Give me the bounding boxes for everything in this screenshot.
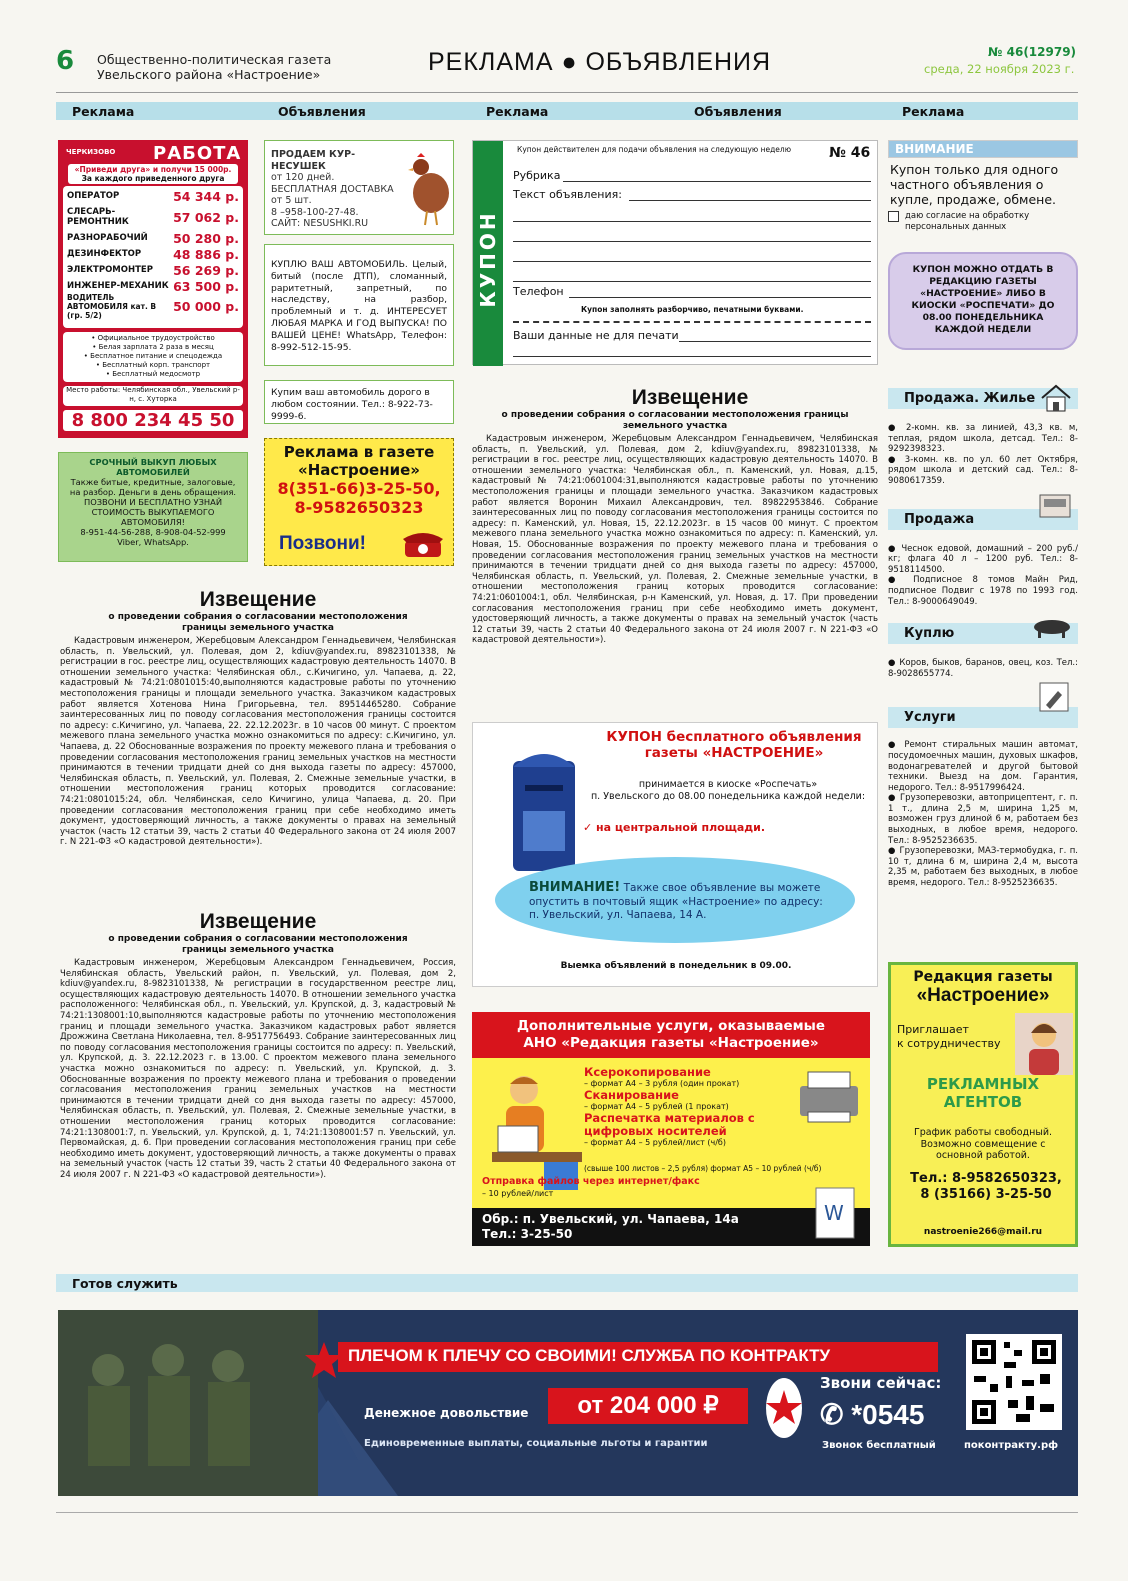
call-now: Звони сейчас: xyxy=(820,1374,942,1392)
job-name: РАЗНОРАБОЧИЙ xyxy=(67,233,148,243)
contract-service-banner xyxy=(58,1310,1078,1496)
services-title-line: Дополнительные услуги, оказываемые xyxy=(516,1018,825,1034)
service-name: Сканирование xyxy=(584,1088,679,1102)
job-row xyxy=(63,246,243,262)
hens-line: от 5 шт. xyxy=(271,195,312,206)
band-label: Реклама xyxy=(486,104,549,119)
ad-text: Коров, быков, баранов, овец, коз. Тел.: 8-9028655774. xyxy=(888,658,1078,679)
coupon-accepted-line: принимается в киоске «Роспечать» xyxy=(638,779,818,790)
short-number: ✆ *0545 xyxy=(820,1399,925,1430)
hens-text xyxy=(271,149,406,230)
service-price: – формат А4 – 5 рублей/лист (ч/б) xyxy=(584,1138,726,1147)
coupon-fill-hint: Купон заполнять разборчиво, печатными буквами. xyxy=(581,305,804,314)
ad-item: ● 3-комн. кв. по ул. 60 лет Октября, рядом школа и детский сад. Тел.: 8-9080617359. xyxy=(888,454,1078,486)
band-label: Объявления xyxy=(278,104,366,119)
notice-body: Кадастровым инженером, Жеребцовым Александром Геннадьевичем, Челябинская область, п. Увельский, ул. Полевая, дом 2, kdiuv@yandex.ru, 89823101338, № регистрации в гос. реестре лиц, осуществляющих кадастровую деятельность 14070. В отношении земельного участка: Челябинская обл., с.Кичигино, ул. Чапаева, д. 22, кадастровый № 74:21:0801015:40,выполняются кадастровые работы по уточнению местоположения границы и площади земельного участка. Заказчиком кадастровых работ является Хотенова Нина Григорьевна, тел. 89514465280. Собрание заинтересованных лиц по поводу согласования местоположения границы состоится по адресу: с.Кичигино, ул. Чапаева, 22. 22.12.2023г. в 10 часов 00 минут. С проектом межевого плана земельного участка можно ознакомиться по адресу: с.Кичигино, ул. Чапаева, д. 22 Обоснованные возражения по проекту межевого плана и требования о проведении согласования местоположения границ земельных участков на местности принимаются в течении тридцати дней со дня выхода газеты по адресу: 457000, Челябинская область, п. Увельский, ул. Полевая, 2. Смежные земельные участки, в отношении местоположения границ которых проводится согласование: 74:21:0801015:24, обл. Челябинская, село Кичигино, улица Чапаева, д. 20. При проведении согласования местоположения границ при себе необходимо иметь документ, удостоверяющий личность, а также документы о правах на земельный участок (часть 12 статьи 39, часть 2 статьи 40 Федерального закона от 24 июля 2007 г. N 221-ФЗ «О кадастровой деятельности»). xyxy=(60,636,456,848)
text-field-line[interactable] xyxy=(513,221,871,222)
section-band xyxy=(56,102,1078,120)
benefit: • Белая зарплата 2 раза в месяц xyxy=(92,343,214,351)
job-name: ИНЖЕНЕР-МЕХАНИК xyxy=(67,281,169,291)
coupon-place-text: на центральной площади. xyxy=(596,821,766,834)
job-name: ВОДИТЕЛЬ АВТОМОБИЛЯ кат. В (гр. 5/2) xyxy=(67,292,157,320)
benefit: • Бесплатный корп. транспорт xyxy=(95,361,211,369)
coupon-private-label: Ваши данные не для печати xyxy=(513,329,679,342)
service-price: – формат А4 – 5 рублей (1 прокат) xyxy=(584,1102,729,1111)
private-field[interactable] xyxy=(679,341,871,342)
consent-checkbox[interactable] xyxy=(888,211,899,222)
job-row xyxy=(63,294,243,318)
agents-invite-line: к сотрудничеству xyxy=(897,1037,1001,1050)
job-ad xyxy=(58,140,248,438)
notice-1 xyxy=(60,588,456,848)
agents-title: Редакция газеты xyxy=(913,969,1053,985)
rubric-field[interactable] xyxy=(563,181,871,182)
coupon-accepted xyxy=(583,779,873,803)
band-label: Реклама xyxy=(72,104,135,119)
job-list xyxy=(63,186,243,328)
cabinet-icon xyxy=(1038,491,1072,519)
hens-line: ПРОДАЕМ КУР-НЕСУШЕК xyxy=(271,149,356,172)
buy-car-ad: КУПЛЮ ВАШ АВТОМОБИЛЬ. Целый, битый (после ДТП), сломанный, раритетный, запретный, по наследству, на разбор, проблемный и т. д. ИНТЕРЕСУЕТ ЛЮБАЯ МАРКА И ГОД ВЫПУСКА! ПО ВАШЕЙ ЦЕНЕ! WhatsApp, Телефон: 8-992-512-15-95. xyxy=(264,244,454,366)
buyout-apps: Viber, WhatsApp. xyxy=(117,537,189,547)
ad-text: Чеснок едовой, домашний – 200 руб./кг; флага 40 л – 1200 руб. Тел.: 8-9518114500. xyxy=(888,543,1078,575)
service-name: Распечатка материалов с цифровых носителей xyxy=(584,1111,755,1138)
hens-site: САЙТ: NESUSHKI.RU xyxy=(271,218,369,229)
agents-title-2: «Настроение» xyxy=(916,985,1050,1006)
job-row xyxy=(63,188,243,204)
services-address: Обр.: п. Увельский, ул. Чапаева, 14а xyxy=(482,1212,739,1226)
text-field-line[interactable] xyxy=(629,200,871,201)
job-salary: 54 344 р. xyxy=(173,188,239,204)
agents-heading: РЕКЛАМНЫХ АГЕНТОВ xyxy=(926,1075,1040,1111)
notice-title: Извещение xyxy=(631,386,749,409)
promo xyxy=(68,164,238,184)
agents-phone: Тел.: 8-9582650323, xyxy=(910,1171,1062,1186)
benefit: • Бесплатный медосмотр xyxy=(105,370,201,378)
service-price: – 10 рублей/лист xyxy=(482,1189,554,1198)
job-salary: 56 269 р. xyxy=(173,262,239,278)
coupon-side xyxy=(473,141,503,366)
banner-site[interactable]: пoконтракту.рф xyxy=(964,1440,1059,1451)
band-label: Объявления xyxy=(694,104,782,119)
services-list xyxy=(584,1066,784,1148)
coupon-number: № 46 xyxy=(829,145,871,161)
agents-phones xyxy=(897,1171,1075,1203)
header-rule xyxy=(56,92,1078,93)
phone-field[interactable] xyxy=(569,297,871,298)
job-phone: 8 800 234 45 50 xyxy=(63,410,243,431)
job-ad-title: РАБОТА xyxy=(153,143,242,164)
job-salary: 63 500 р. xyxy=(173,278,239,294)
coupon-accepted-line: п. Увельского до 08.00 понедельника каждой недели: xyxy=(590,791,866,802)
consent-row xyxy=(888,211,1078,232)
notice-title: Извещение xyxy=(199,588,317,611)
coupon-rubric-label: Рубрика xyxy=(513,169,561,182)
job-name: ДЕЗИНФЕКТОР xyxy=(67,249,142,259)
attention-title: ВНИМАНИЕ xyxy=(888,140,1078,158)
service-price-extra: (свыше 100 листов – 2,5 рубля) формат А5 – 10 рублей (ч/б) xyxy=(584,1164,822,1173)
section-header: Продажа. Жилье xyxy=(888,388,1078,409)
private-field[interactable] xyxy=(513,356,871,357)
ad-item: ● Подписное 8 томов Майн Рид, подписное Подвиг с 1978 по 1993 год. Тел.: 8-9000649049. xyxy=(888,575,1078,607)
buyout-phones: 8-951-44-56-288, 8-908-04-52-999 xyxy=(80,527,226,537)
benefit: • Официальное трудоустройство xyxy=(91,334,215,342)
ad-item: ● Чеснок едовой, домашний – 200 руб./кг; флага 40 л – 1200 руб. Тел.: 8-9518114500. xyxy=(888,543,1078,575)
hen-icon xyxy=(405,149,453,229)
issue-number: № 46(12979) xyxy=(988,45,1077,59)
coupon-attention-body: Также свое объявление вы можете опустить в почтовый ящик «Настроение» по адресу: п. Увельский, ул. Чапаева, 14 А. xyxy=(529,882,823,921)
section-header xyxy=(888,509,1078,530)
gazette-name xyxy=(97,52,331,82)
free-coupon-title xyxy=(593,729,875,761)
job-salary: 50 280 р. xyxy=(173,230,239,246)
coupon-text-label: Текст объявления: xyxy=(513,188,622,201)
ad-text: 3-комн. кв. по ул. 60 лет Октября, рядом школа и детский сад. Тел.: 8-9080617359. xyxy=(888,454,1078,486)
benefit: • Бесплатное питание и спецодежда xyxy=(83,352,223,360)
agents-invite-line: Приглашает xyxy=(897,1023,969,1036)
ad-phone: 8-9582650323 xyxy=(294,498,424,517)
hens-line: от 120 дней. xyxy=(271,172,335,183)
notice-subtitle: о проведении собрания о согласовании местоположения границы земельного участка xyxy=(501,410,849,431)
page-number: 6 xyxy=(56,46,75,76)
job-salary: 57 062 р. xyxy=(173,209,239,225)
job-row xyxy=(63,262,243,278)
ad-text: Грузоперевозки, автоприцептент, г. п. 1 т., длина 2,5 м, ширина 1,25 м, возможен груз длиной 6 м, работаем без выходных, в любое время, недорого. Тел.: 8-9525236635. xyxy=(888,793,1078,846)
buyout-body: Также битые, кредитные, залоговые, на разбор. Деньги в день обращения. ПОЗВОНИ И БЕСПЛАТНО УЗНАЙ СТОИМОСТЬ ВЫКУПАЕМОГО АВТОМОБИЛЯ! xyxy=(69,477,237,527)
text-field-line[interactable] xyxy=(513,241,871,242)
job-salary: 50 000 р. xyxy=(173,298,239,314)
phone-icon xyxy=(401,527,445,561)
job-name: ОПЕРАТОР xyxy=(67,191,120,201)
banner-extras: Единовременные выплаты, социальные льготы и гарантии xyxy=(364,1438,708,1449)
printer-icon xyxy=(794,1066,864,1126)
ad-text: Грузоперевозки, МАЗ-термобудка, г. п. 10 т, длина 6 м, ширина 2,4 м, высота 2,35 м, работаем без выходных, в любое время, недорого. Тел.: 8-9525236635. xyxy=(888,846,1078,889)
ad-item: ● Грузоперевозки, МАЗ-термобудка, г. п. 10 т, длина 6 м, ширина 2,4 м, высота 2,35 м, работаем без выходных, в любое время, недорого. Тел.: 8-9525236635. xyxy=(888,846,1078,889)
advertising-ad xyxy=(264,438,454,566)
section-header xyxy=(888,623,1078,644)
coupon-phone-label: Телефон xyxy=(513,285,564,298)
section-title: РЕКЛАМА ● ОБЪЯВЛЕНИЯ xyxy=(428,48,772,76)
agents-email[interactable]: nastroenie266@mail.ru xyxy=(923,1227,1043,1237)
services-title xyxy=(472,1012,870,1058)
buyout-title: СРОЧНЫЙ ВЫКУП ЛЮБЫХ АВТОМОБИЛЕЙ xyxy=(89,457,217,477)
notice-3 xyxy=(472,386,878,646)
service-price: – формат А4 – 3 рубля (один прокат) xyxy=(584,1079,740,1088)
hens-line: БЕСПЛАТНАЯ ДОСТАВКА xyxy=(271,183,394,195)
section-title-text: Куплю xyxy=(904,626,955,642)
agents-schedule: График работы свободный. Возможно совмещение с основной работой. xyxy=(913,1127,1053,1161)
free-call: Звонок бесплатный xyxy=(822,1440,936,1451)
promo-line: За каждого приведенного друга xyxy=(81,174,225,183)
free-coupon-ad xyxy=(472,722,878,987)
service-name: Ксерокопирование xyxy=(584,1065,711,1079)
house-icon xyxy=(1040,382,1072,414)
pay-amount: от 204 000 ₽ xyxy=(548,1388,748,1424)
job-row xyxy=(63,204,243,230)
tools-icon xyxy=(1038,681,1070,713)
coupon-attention xyxy=(529,881,829,923)
job-name: ЭЛЕКТРОМОНТЕР xyxy=(67,265,153,275)
job-row xyxy=(63,230,243,246)
notice-subtitle: о проведении собрания о согласовании местоположения границы земельного участка xyxy=(108,612,408,633)
services-ad xyxy=(472,1012,870,1246)
ad-phone: 8(351-66)3-25-50, xyxy=(277,479,441,498)
buy-car-ad-2: Купим ваш автомобиль дорого в любом состоянии. Тел.: 8-922-73-9999-6. xyxy=(264,380,454,424)
coupon-delivery-info xyxy=(888,252,1078,350)
coupon-place: ✓ на центральной площади. xyxy=(583,821,766,834)
job-salary: 48 886 р. xyxy=(173,246,239,262)
ad-item: ● Грузоперевозки, автоприцептент, г. п. 1 т., длина 2,5 м, ширина 1,25 м, возможен груз длиной 6 м, работаем без выходных, в любое время, недорого. Тел.: 8-9525236635. xyxy=(888,793,1078,846)
band-label: Реклама xyxy=(902,104,965,119)
service-name: Отправка файлов через интернет/факс xyxy=(482,1176,700,1187)
cattle-icon xyxy=(1030,615,1074,639)
army-emblem-icon xyxy=(764,1376,804,1440)
short-number-text: *0545 xyxy=(851,1399,925,1430)
notice-2 xyxy=(60,910,456,1180)
pay-label: Денежное довольствие xyxy=(364,1406,529,1420)
agent-photo xyxy=(1015,1013,1073,1075)
band-label: Готов служить xyxy=(72,1276,178,1291)
section-title-text: Продажа xyxy=(904,511,975,527)
work-place: Место работы: Челябинская обл., Увельский р-н, с. Хуторка xyxy=(63,386,243,406)
benefits-list xyxy=(63,332,243,382)
notice-body: Кадастровым инженером, Жеребцовым Александром Геннадьевичем, Россия, Челябинская область, Увельский район, п. Увельский, ул. Полевая, дом 2, kdiuv@yandex.ru, 8-9823101338, № регистрации в государственном реестре лиц, осуществляющих кадастровую деятельность 14070. В отношении земельного участка расположенного: Челябинская обл., п. Увельский, ул. Крупской, д. 3, кадастровый № 74:21:1308001:10,выполняются кадастровые работы по уточнению местоположения границ и площади земельного участка. Заказчиком кадастровых работ является Дрожжина Светлана Николаевна, тел. 8-9517756493. Собрание заинтересованных лиц по поводу согласования местоположения границы состоится по адресу: п. Увельский, ул. Крупской, д. 3. 22.12.2023 г. в 13.00. С проектом межевого плана земельного участка можно ознакомиться по адресу: п. Увельский, ул. Крупской, д. 3. Обоснованные возражения по проекту межевого плана и требования о проведении согласования местоположения границ земельных участков на местности принимаются в течении тридцати дней со дня выхода газеты по адресу: 457000, Челябинская область, п. Увельский, ул. Полевая, 2. Смежные земельные участки, в отношении местоположения границ которых проводится согласование: 74:21:1308001:7, п. Увельский, ул. Крупской, д. 1, 74:21:1308001:57 п. Увельский, ул. Первомайская, д. 6. При проведении согласования местоположения границ при себе необходимо иметь документ, удостоверяющий личность, а также документы о правах на земельный участок (часть 12 статьи 39, часть 2 статьи 40 Федерального закона от 24 июля 2007 г. N 221-ФЗ «О кадастровой деятельности»). xyxy=(60,958,456,1180)
section-title-text: Услуги xyxy=(904,710,956,726)
document-icon xyxy=(810,1182,862,1242)
agents-invite xyxy=(897,1023,1000,1051)
attention-box xyxy=(888,140,1078,245)
free-coupon-title-line: газеты «НАСТРОЕНИЕ» xyxy=(644,745,824,761)
agents-ad xyxy=(888,962,1078,1247)
ad-item: ● 2-комн. кв. за линией, 43,3 кв. м, теплая, рядом школа, детсад. Тел.: 8-9292398323. xyxy=(888,423,1078,455)
agents-phone: 8 (35166) 3-25-50 xyxy=(920,1187,1052,1202)
ad-coupon-form xyxy=(472,140,878,365)
hens-phone: 8 –958-100-27-48. xyxy=(271,206,359,218)
text-field-line[interactable] xyxy=(513,281,871,282)
cut-line xyxy=(513,321,871,323)
ad-title: Реклама в газете xyxy=(283,443,435,461)
ad-item: ● Ремонт стиральных машин автомат, посудомоечных машин, духовых шкафов, водонагревателей и другой бытовой техники. Выезд на дом. Гарантия, недорого. Тел.: 8-9517996424. xyxy=(888,740,1078,793)
consent-label: даю согласие на обработку персональных данных xyxy=(905,211,1030,232)
issue-date: среда, 22 ноября 2023 г. xyxy=(924,62,1075,76)
pickup-time: Выемка объявлений в понедельник в 09.00. xyxy=(560,961,792,971)
notice-title: Извещение xyxy=(199,910,317,933)
ad-title: «Настроение» xyxy=(298,461,420,479)
attention-body: Купон только для одного частного объявления о купле, продаже, обмене. xyxy=(890,162,1059,207)
free-coupon-title-line: КУПОН бесплатного объявления xyxy=(606,729,862,745)
coupon-attention-label: ВНИМАНИЕ! xyxy=(529,880,621,895)
classifieds-column xyxy=(888,388,1078,889)
ad-text: 2-комн. кв. за линией, 43,3 кв. м, теплая, рядом школа, детсад. Тел.: 8-9292398323. xyxy=(888,423,1078,455)
gazette-line-1: Общественно-политическая газета xyxy=(97,52,332,67)
svg-text:W: W xyxy=(824,1201,844,1225)
brand-logo: ЧЕРКИЗОВО xyxy=(66,148,116,156)
hens-ad xyxy=(264,140,454,235)
banner-headline: ПЛЕЧОМ К ПЛЕЧУ СО СВОИМИ! СЛУЖБА ПО КОНТРАКТУ xyxy=(348,1346,831,1365)
ad-text: Ремонт стиральных машин автомат, посудомоечных машин, духовых шкафов, водонагревателей и другой бытовой техники. Выезд на дом. Гарантия, недорого. Тел.: 8-9517996424. xyxy=(888,740,1078,793)
car-buyout-ad xyxy=(58,452,248,562)
ad-item: ● Коров, быков, баранов, овец, коз. Тел.: 8-9028655774. xyxy=(888,658,1078,679)
section-header xyxy=(888,707,1078,728)
gazette-line-2: Увельского района «Настроение» xyxy=(97,67,321,82)
job-name: СЛЕСАРЬ-РЕМОНТНИК xyxy=(67,207,129,227)
ad-text: Подписное 8 томов Майн Рид, подписное Подвиг с 1978 по 1993 год. Тел.: 8-9000649049. xyxy=(888,575,1078,607)
coupon-side-label: КУПОН xyxy=(476,210,500,308)
footer-rule xyxy=(56,1512,1078,1513)
section-band-ready xyxy=(56,1274,1078,1292)
notice-subtitle: о проведении собрания о согласовании местоположения границы земельного участка xyxy=(108,934,408,955)
call-label: Позвони! xyxy=(279,533,366,554)
services-phone: Тел.: 3-25-50 xyxy=(482,1227,573,1241)
qr-code-icon[interactable] xyxy=(966,1334,1062,1430)
coupon-delivery-text: КУПОН МОЖНО ОТДАТЬ В РЕДАКЦИЮ ГАЗЕТЫ «НАСТРОЕНИЕ» ЛИБО В КИОСКИ «РОСПЕЧАТИ» ДО 08.00 ПОНЕДЕЛЬНИКА КАЖДОЙ НЕДЕЛИ xyxy=(911,264,1055,335)
notice-body: Кадастровым инженером, Жеребцовым Александром Геннадьевичем, Челябинская область, п. Увельский, ул. Полевая, дом 2, kdiuv@yandex.ru, 89823101338, № регистрации в гос. реестре лиц, осуществляющих кадастровую деятельность 14070. В отношении земельного участка: Челябинская обл., п. Каменский, ул. Новая, д.15, кадастровый № 74:21:0601004:31,выполняются кадастровые работы по уточнению местоположения границы и площади земельного участка. Заказчиком кадастровых работ является Воронин Михаил Александрович, тел. 89822953846. Собрание заинтересованных лиц по поводу согласования местоположения границы состоится по адресу: п. Каменский, ул. Новая, 15, 22.12.2023г. в 15 часов 00 минут. С проектом межевого плана земельного участка можно ознакомиться по адресу: п. Каменский, ул. Новая, 15. Обоснованные возражения по проекту межевого плана и требования о проведении согласования местоположения границ земельных участков на местности принимаются в течении тридцати дней со дня выхода газеты по адресу: 457000, Челябинская область, п. Увельский, ул. Полевая, 2. Смежные земельные участки, в отношении местоположения границ которых проводится согласование: 74:21:0601004:1, обл. Челябинская, р-н Каменский, ул. Новая, д. 17. При проведении согласования местоположения границ при себе необходимо иметь документ, удостоверяющий личность, а также документы о правах на земельный участок (часть 12 статьи 39, часть 2 статьи 40 Федерального закона от 24 июля 2007 г. N 221-ФЗ «О кадастровой деятельности»). xyxy=(472,434,878,646)
coupon-valid: Купон действителен для подачи объявления на следующую неделю xyxy=(517,145,792,154)
services-title-line: АНО «Редакция газеты «Настроение» xyxy=(523,1035,819,1051)
promo-line: «Приведи друга» и получи 15 000р. xyxy=(74,165,232,174)
text-field-line[interactable] xyxy=(513,261,871,262)
